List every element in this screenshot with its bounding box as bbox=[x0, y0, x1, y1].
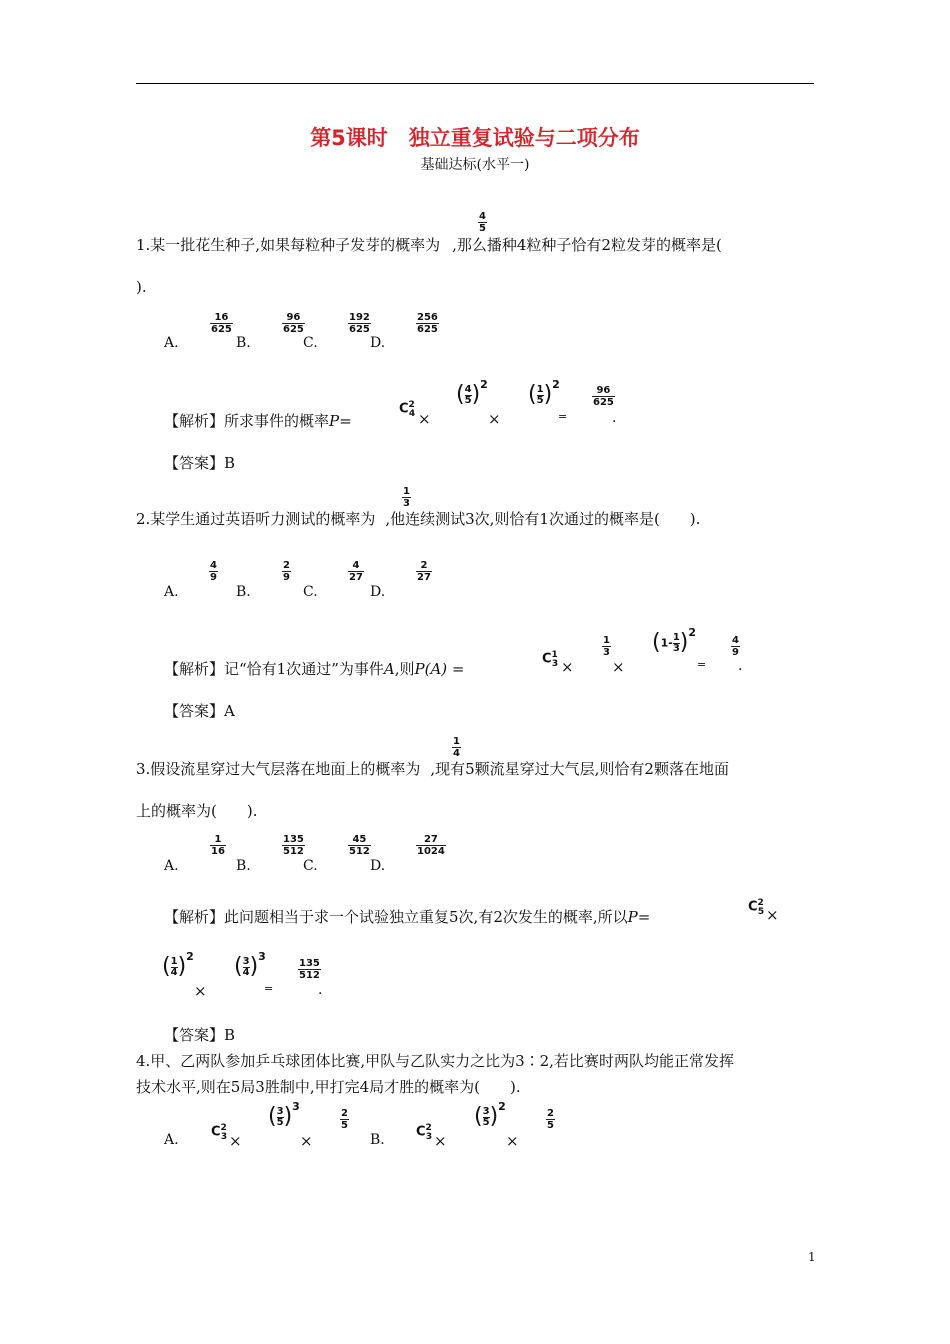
q2-option-c-value: $\frac{4}{27}$ bbox=[349, 560, 363, 583]
q1-stem-fraction: $\frac{4}{5}$ bbox=[479, 211, 486, 234]
q2-option-a-label: A. bbox=[164, 584, 179, 600]
q2-factor-1: $\frac{1}{3}$ bbox=[603, 635, 610, 658]
q1-option-d-value: $\frac{256}{625}$ bbox=[417, 312, 438, 335]
q2-times-2: × bbox=[612, 658, 625, 676]
q2-result: $\frac{4}{9}$ bbox=[732, 635, 739, 658]
q3-option-a-label: A. bbox=[164, 858, 179, 874]
q2-combination: $C^1_3$ bbox=[542, 650, 559, 669]
q1-option-d-label: D. bbox=[370, 335, 386, 351]
q4-option-a-combination: $C^2_3$ bbox=[211, 1123, 228, 1142]
q1-analysis: 【解析】所求事件的概率P= bbox=[164, 412, 352, 430]
q1-option-c-value: $\frac{192}{625}$ bbox=[349, 312, 370, 335]
q2-times-1: × bbox=[561, 658, 574, 676]
q2-option-c-label: C. bbox=[303, 584, 318, 600]
q3-stem-fraction: $\frac{1}{4}$ bbox=[453, 736, 460, 759]
q1-option-b-label: B. bbox=[236, 335, 251, 351]
q3-option-c-label: C. bbox=[303, 858, 318, 874]
q1-times-1: × bbox=[418, 410, 431, 428]
q2-period: . bbox=[738, 658, 743, 674]
q3-combination: $C^2_5$ bbox=[748, 898, 765, 917]
header-rule bbox=[136, 83, 814, 84]
q1-option-a-value: $\frac{16}{625}$ bbox=[211, 312, 232, 335]
q3-answer: 【答案】B bbox=[164, 1026, 236, 1044]
q3-times-2: × bbox=[194, 982, 207, 1000]
q3-option-a-value: $\frac{1}{16}$ bbox=[211, 834, 225, 857]
q1-answer: 【答案】B bbox=[164, 454, 236, 472]
q2-equals: = bbox=[697, 658, 707, 671]
page-subtitle: 基础达标(水平一) bbox=[420, 157, 530, 173]
q4-option-b-power: ( $\frac{3}{5}$ )2 bbox=[474, 1100, 506, 1129]
page-title: 第5课时 独立重复试验与二项分布 bbox=[310, 126, 640, 150]
q1-power-2: ( $\frac{1}{5}$ )2 bbox=[528, 378, 560, 407]
q3-equals: = bbox=[264, 982, 274, 995]
q2-option-d-value: $\frac{2}{27}$ bbox=[417, 560, 431, 583]
q2-power: (1- $\frac{1}{3}$ )2 bbox=[652, 626, 697, 655]
q3-stem-end: 上的概率为( ). bbox=[136, 802, 258, 820]
q2-answer: 【答案】A bbox=[164, 702, 235, 720]
q1-times-2: × bbox=[488, 410, 501, 428]
q1-option-b-value: $\frac{96}{625}$ bbox=[283, 312, 304, 335]
q2-option-a-value: $\frac{4}{9}$ bbox=[210, 560, 217, 583]
q1-power-1: ( $\frac{4}{5}$ )2 bbox=[456, 378, 488, 407]
q1-option-c-label: C. bbox=[303, 335, 318, 351]
q4-stem-line1: 4.甲、乙两队参加乒乓球团体比赛,甲队与乙队实力之比为3∶2,若比赛时两队均能正常发挥 bbox=[136, 1052, 734, 1070]
q4-option-b-label: B. bbox=[370, 1132, 385, 1148]
q4-option-b-times-1: × bbox=[434, 1132, 447, 1150]
q3-times-1: × bbox=[766, 906, 779, 924]
q3-analysis: 【解析】此问题相当于求一个试验独立重复5次,有2次发生的概率,所以P= bbox=[164, 908, 651, 926]
page-number: 1 bbox=[808, 1250, 816, 1264]
q2-option-b-label: B. bbox=[236, 584, 251, 600]
q2-analysis: 【解析】记“恰有1次通过”为事件A,则P(A) = bbox=[164, 660, 465, 678]
q4-option-a-last: $\frac{2}{5}$ bbox=[341, 1108, 348, 1131]
q1-result: $\frac{96}{625}$ bbox=[593, 385, 614, 408]
q3-power-2: ( $\frac{3}{4}$ )3 bbox=[234, 950, 266, 979]
q3-option-d-label: D. bbox=[370, 858, 386, 874]
q4-option-b-times-2: × bbox=[506, 1132, 519, 1150]
q4-option-a-label: A. bbox=[164, 1132, 179, 1148]
q4-option-b-combination: $C^2_3$ bbox=[416, 1123, 433, 1142]
q4-option-a-times-1: × bbox=[229, 1132, 242, 1150]
q3-period: . bbox=[318, 982, 323, 998]
q4-stem-line2: 技术水平,则在5局3胜制中,甲打完4局才胜的概率为( ). bbox=[136, 1078, 521, 1096]
q2-option-d-label: D. bbox=[370, 584, 386, 600]
q1-option-a-label: A. bbox=[164, 335, 179, 351]
q1-equals: = bbox=[558, 410, 568, 423]
q3-option-b-label: B. bbox=[236, 858, 251, 874]
q3-power-1: ( $\frac{1}{4}$ )2 bbox=[162, 950, 194, 979]
q1-combination: $C^2_4$ bbox=[399, 400, 416, 419]
q3-option-c-value: $\frac{45}{512}$ bbox=[349, 834, 370, 857]
q3-option-d-value: $\frac{27}{1024}$ bbox=[417, 834, 445, 857]
q4-option-a-power: ( $\frac{3}{5}$ )3 bbox=[268, 1100, 300, 1129]
q4-option-a-times-2: × bbox=[300, 1132, 313, 1150]
q2-stem-fraction: $\frac{1}{3}$ bbox=[403, 486, 410, 509]
q2-stem: 2.某学生通过英语听力测试的概率为 ,他连续测试3次,则恰有1次通过的概率是( ). bbox=[136, 510, 701, 528]
q3-stem: 3.假设流星穿过大气层落在地面上的概率为 ,现有5颗流星穿过大气层,则恰有2颗落在地面 bbox=[136, 760, 729, 778]
q1-stem: 1.某一批花生种子,如果每粒种子发芽的概率为 ,那么播种4粒种子恰有2粒发芽的概率是( bbox=[136, 236, 722, 254]
q4-option-b-last: $\frac{2}{5}$ bbox=[547, 1108, 554, 1131]
q1-period: . bbox=[612, 410, 617, 426]
q2-option-b-value: $\frac{2}{9}$ bbox=[283, 560, 290, 583]
q1-stem-end: ). bbox=[136, 278, 147, 296]
q3-result: $\frac{135}{512}$ bbox=[299, 958, 320, 981]
q3-option-b-value: $\frac{135}{512}$ bbox=[283, 834, 304, 857]
